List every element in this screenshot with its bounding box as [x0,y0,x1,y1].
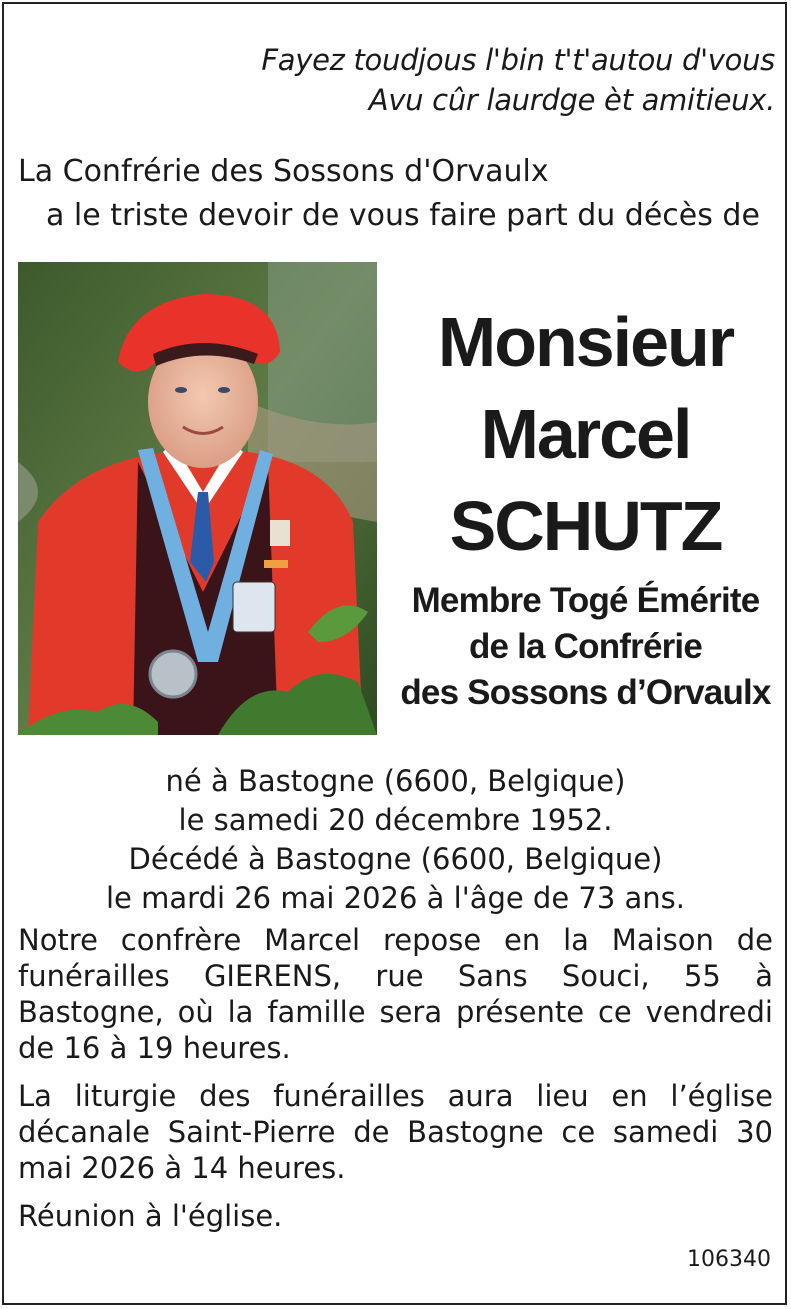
motto-line: Fayez toudjous l'bin t't'autou d'vous [261,43,775,77]
date-line: né à Bastogne (6600, Belgique) [165,764,626,798]
motto [261,40,775,120]
funeral-paragraph: La liturgie des funérailles aura lieu en l’église décanale Saint-Pierre de Bastogne ce samedi 30 mai 2026 à 14 heures. [18,1079,773,1185]
name-line: SCHUTZ [449,487,722,565]
visitation-paragraph: Notre confrère Marcel repose en la Maison de funérailles GIERENS, rue Sans Souci, 55 à Bastogne, où la famille sera présente ce vendredi de 16 à 19 heures. [18,923,773,1065]
title-line: de la Confrérie [468,627,703,666]
gathering-paragraph: Réunion à l'église. [18,1199,283,1233]
name-line: Monsieur [437,303,734,381]
birth-death-details [0,762,791,918]
date-line: le samedi 20 décembre 1952. [178,803,613,837]
title-line: Membre Togé Émérite [411,581,760,620]
motto-line: Avu cûr laurdge èt amitieux. [368,83,775,117]
date-line: le mardi 26 mai 2026 à l'âge de 73 ans. [106,881,685,915]
intro-line: a le triste devoir de vous faire part du décès de [46,198,760,233]
membership-title [398,578,773,716]
date-line: Décédé à Bastogne (6600, Belgique) [128,842,663,876]
portrait-photo [18,262,377,735]
deceased-name [398,296,773,572]
reference-number: 106340 [687,1247,771,1272]
intro-line: La Confrérie des Sossons d'Orvaulx [18,154,549,189]
name-line: Marcel [480,395,691,473]
title-line: des Sossons d’Orvaulx [400,673,771,712]
